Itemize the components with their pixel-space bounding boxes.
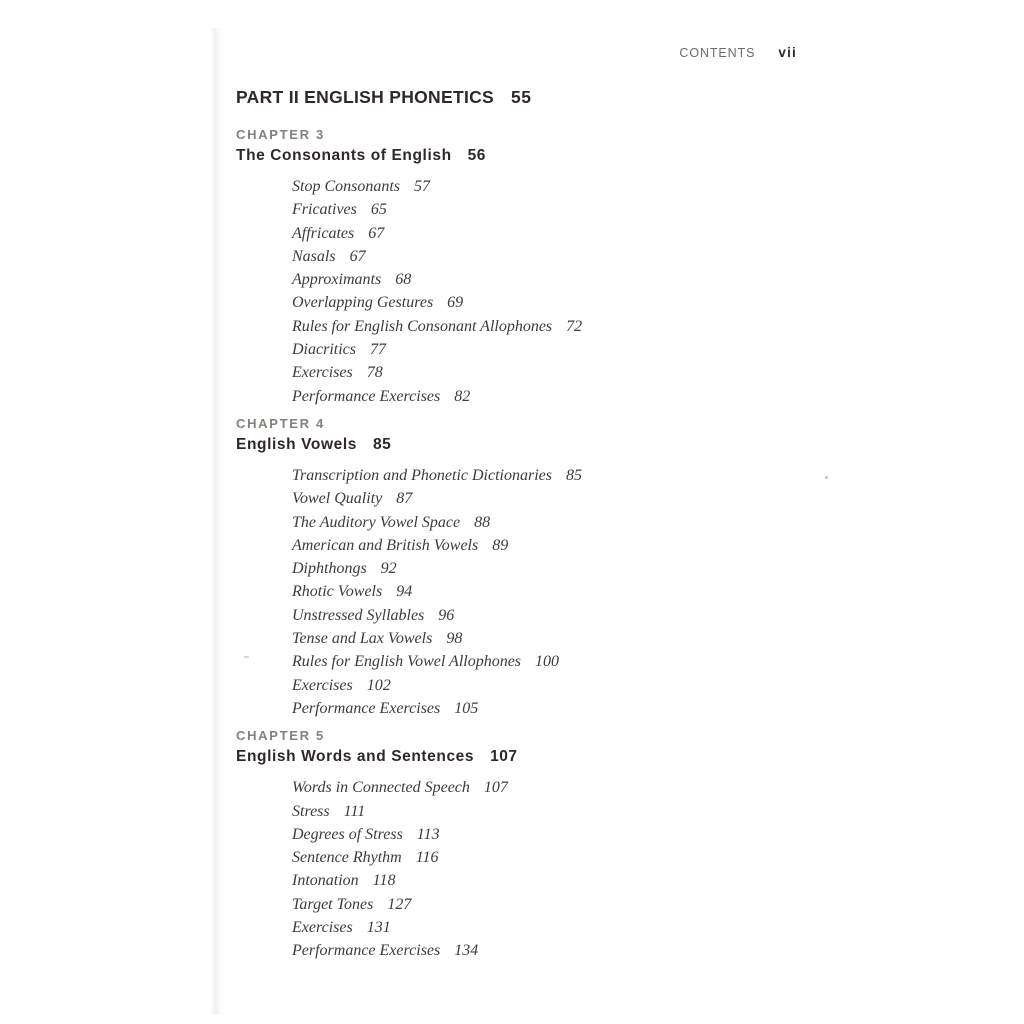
toc-entry bbox=[292, 893, 876, 916]
entry-title: Stop Consonants bbox=[292, 178, 401, 195]
toc-entry bbox=[292, 627, 876, 650]
entry-page: 77 bbox=[370, 341, 386, 359]
entry-page: 102 bbox=[366, 676, 391, 694]
entry-title: Intonation bbox=[292, 872, 359, 890]
chapter-page: 107 bbox=[490, 748, 518, 766]
toc-entry bbox=[292, 534, 876, 557]
entry-title: Affricates bbox=[292, 224, 355, 242]
chapter-label: CHAPTER 5 bbox=[236, 728, 325, 744]
chapter-heading bbox=[236, 146, 876, 165]
entry-page: 96 bbox=[438, 606, 455, 624]
toc-entry bbox=[292, 604, 876, 627]
entry-page: 68 bbox=[395, 271, 412, 289]
entry-page: 113 bbox=[416, 825, 440, 843]
entry-page: 65 bbox=[370, 201, 387, 219]
entry-title: Transcription and Phonetic Dictionaries bbox=[292, 466, 552, 484]
entry-page: 94 bbox=[396, 583, 413, 601]
entry-page: 88 bbox=[474, 513, 491, 531]
part-title: PART II ENGLISH PHONETICS bbox=[236, 87, 495, 107]
entry-page: 87 bbox=[396, 490, 413, 508]
entry-title: Tense and Lax Vowels bbox=[292, 630, 433, 648]
toc-entry bbox=[292, 846, 876, 869]
chapter-title: The Consonants of English bbox=[236, 147, 452, 164]
entry-page: 100 bbox=[535, 653, 560, 671]
entry-title: American and British Vowels bbox=[292, 536, 479, 554]
entry-page: 92 bbox=[380, 560, 397, 578]
page-header bbox=[679, 45, 797, 60]
entry-page: 127 bbox=[387, 895, 412, 913]
chapter-page: 85 bbox=[372, 435, 392, 453]
entry-page: 118 bbox=[372, 872, 396, 890]
toc-entry bbox=[292, 385, 876, 408]
chapter-page: 56 bbox=[467, 147, 486, 164]
table-of-contents bbox=[236, 87, 876, 972]
toc-entry bbox=[292, 291, 876, 314]
entry-title: The Auditory Vowel Space bbox=[292, 513, 461, 531]
chapter-block bbox=[236, 417, 876, 720]
toc-entry bbox=[292, 939, 876, 962]
entry-title: Diacritics bbox=[292, 341, 356, 359]
entry-title: Diphthongs bbox=[292, 560, 367, 578]
entry-title: Approximants bbox=[292, 271, 382, 289]
entry-title: Overlapping Gestures bbox=[292, 294, 434, 312]
entry-page: 134 bbox=[454, 942, 479, 960]
scan-gutter-shadow bbox=[210, 28, 222, 1015]
toc-entry bbox=[292, 487, 876, 510]
toc-entry bbox=[292, 338, 876, 361]
chapter-title: English Vowels bbox=[236, 435, 357, 453]
entry-page: 131 bbox=[366, 919, 391, 937]
toc-entry bbox=[292, 580, 876, 603]
entry-page: 69 bbox=[447, 294, 464, 312]
entry-page: 57 bbox=[414, 178, 431, 195]
toc-entry bbox=[292, 222, 876, 245]
entry-title: Target Tones bbox=[292, 895, 374, 913]
part-page: 55 bbox=[511, 87, 532, 107]
chapter-block bbox=[236, 128, 876, 408]
chapter-label: CHAPTER 3 bbox=[236, 127, 325, 142]
toc-entry bbox=[292, 776, 876, 799]
entry-page: 82 bbox=[454, 387, 471, 405]
entry-page: 107 bbox=[483, 779, 508, 797]
entry-page: 72 bbox=[566, 317, 583, 335]
toc-entry bbox=[292, 674, 876, 697]
entry-title: Performance Exercises bbox=[292, 942, 441, 960]
toc-entry bbox=[292, 823, 876, 846]
entry-title: Degrees of Stress bbox=[292, 825, 403, 843]
toc-entry bbox=[292, 464, 876, 487]
entry-title: Exercises bbox=[292, 676, 353, 694]
chapter-heading bbox=[236, 435, 876, 454]
entry-title: Exercises bbox=[292, 364, 353, 382]
entry-page: 67 bbox=[349, 247, 366, 265]
entry-title: Rhotic Vowels bbox=[292, 583, 383, 601]
entry-title: Nasals bbox=[292, 247, 336, 265]
toc-entry bbox=[292, 557, 876, 580]
toc-entry bbox=[292, 650, 876, 673]
entry-page: 98 bbox=[446, 630, 463, 648]
toc-entry bbox=[292, 800, 876, 823]
toc-entry bbox=[292, 361, 876, 384]
chapter-entries bbox=[236, 464, 876, 720]
toc-entry bbox=[292, 175, 876, 198]
toc-entry bbox=[292, 245, 876, 268]
entry-title: Exercises bbox=[292, 919, 353, 937]
chapter-entries bbox=[236, 175, 876, 408]
chapter-heading bbox=[236, 747, 876, 766]
chapter-entries bbox=[236, 776, 876, 962]
chapter-list bbox=[236, 128, 876, 963]
entry-page: 105 bbox=[454, 699, 479, 717]
part-heading bbox=[236, 87, 876, 107]
entry-page: 78 bbox=[366, 364, 383, 382]
running-title: CONTENTS bbox=[679, 46, 756, 60]
entry-title: Vowel Quality bbox=[292, 490, 383, 508]
toc-entry bbox=[292, 268, 876, 291]
chapter-title: English Words and Sentences bbox=[236, 748, 475, 766]
entry-title: Unstressed Syllables bbox=[292, 606, 425, 624]
entry-title: Rules for English Consonant Allophones bbox=[292, 317, 553, 335]
entry-title: Sentence Rhythm bbox=[292, 849, 402, 867]
toc-entry bbox=[292, 511, 876, 534]
toc-entry bbox=[292, 697, 876, 720]
toc-entry bbox=[292, 916, 876, 939]
chapter-block bbox=[236, 729, 876, 962]
page-number: vii bbox=[778, 45, 797, 60]
chapter-label: CHAPTER 4 bbox=[236, 415, 325, 431]
entry-title: Performance Exercises bbox=[292, 699, 441, 717]
entry-title: Performance Exercises bbox=[292, 387, 441, 405]
toc-entry bbox=[292, 869, 876, 892]
entry-title: Stress bbox=[292, 802, 330, 820]
toc-entry bbox=[292, 315, 876, 338]
entry-page: 67 bbox=[368, 224, 385, 242]
entry-title: Rules for English Vowel Allophones bbox=[292, 653, 522, 671]
entry-page: 116 bbox=[415, 849, 439, 867]
entry-page: 89 bbox=[492, 536, 509, 554]
toc-entry bbox=[292, 198, 876, 221]
entry-page: 111 bbox=[343, 802, 366, 820]
entry-title: Fricatives bbox=[292, 201, 357, 219]
entry-title: Words in Connected Speech bbox=[292, 779, 470, 797]
entry-page: 85 bbox=[566, 466, 582, 484]
